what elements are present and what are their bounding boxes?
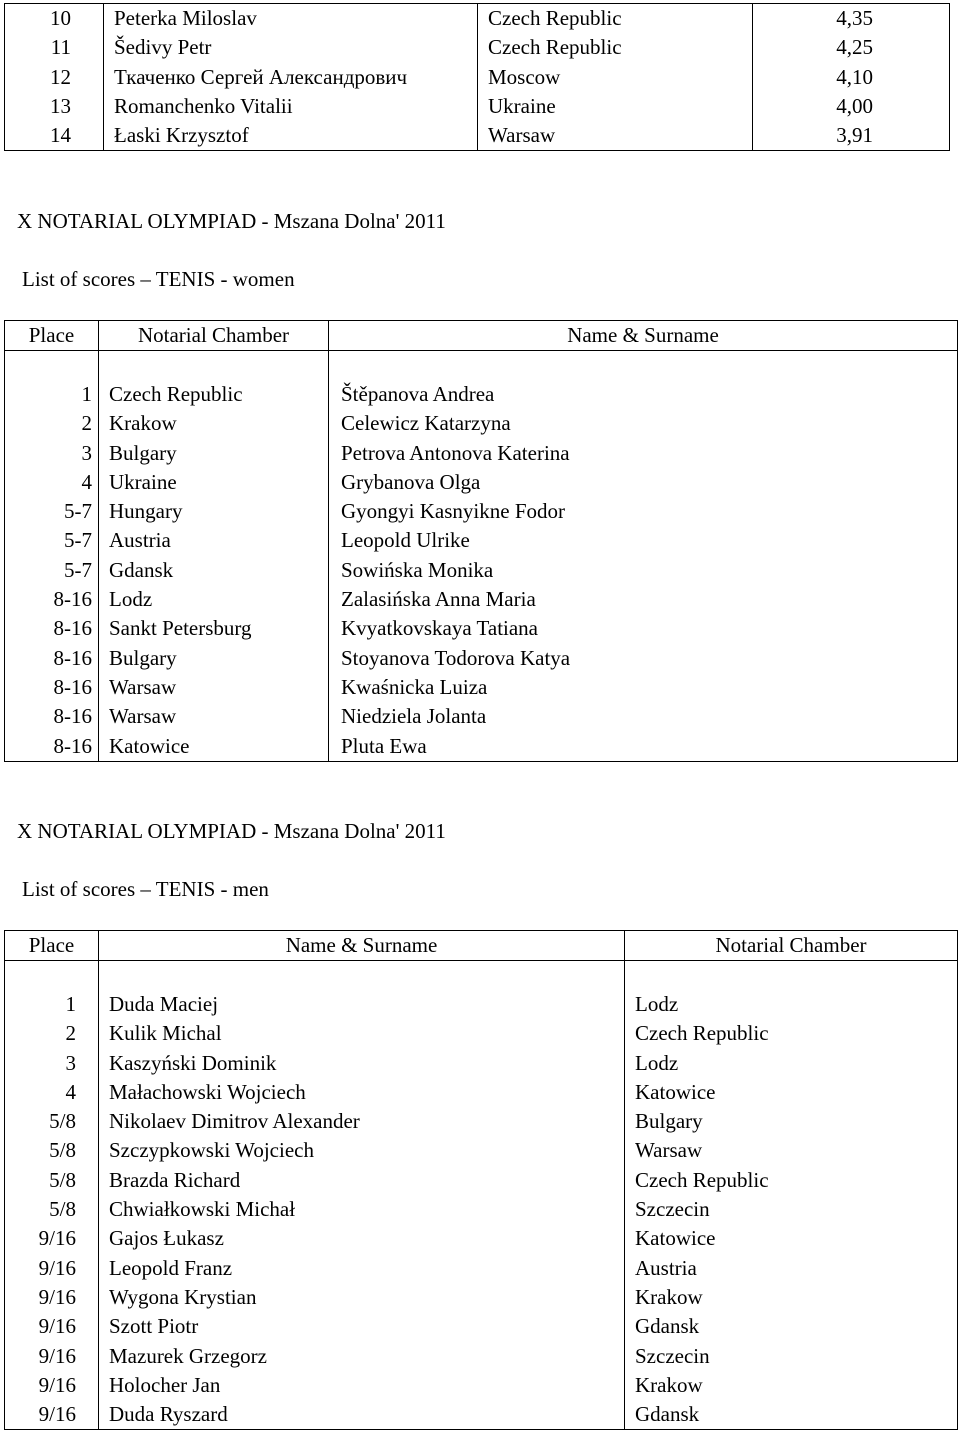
- name-cell: Gajos Łukasz: [99, 1224, 625, 1253]
- table-row: [5, 1195, 958, 1224]
- place-cell: 4: [5, 1078, 99, 1107]
- chamber-cell: Lodz: [99, 585, 329, 614]
- name-cell: Mazurek Grzegorz: [99, 1342, 625, 1371]
- chamber-cell: Sankt Petersburg: [99, 614, 329, 643]
- place-cell: 4: [5, 468, 99, 497]
- men-header-row: [5, 931, 958, 961]
- place-cell: 2: [5, 409, 99, 438]
- chamber-cell: Czech Republic: [478, 4, 753, 34]
- chamber-cell: Gdansk: [625, 1400, 958, 1430]
- chamber-cell: Katowice: [99, 732, 329, 762]
- name-cell: Ткаченко Сергей Александрович: [104, 63, 478, 92]
- women-header-row: [5, 321, 958, 351]
- men-header-chamber: Notarial Chamber: [625, 931, 958, 961]
- table-row: [5, 1283, 958, 1312]
- name-cell: Brazda Richard: [99, 1166, 625, 1195]
- chamber-cell: Warsaw: [99, 673, 329, 702]
- table-row: [5, 4, 950, 34]
- name-cell: Łaski Krzysztof: [104, 121, 478, 151]
- name-cell: Małachowski Wojciech: [99, 1078, 625, 1107]
- score-cell: 4,25: [753, 33, 950, 62]
- place-cell: 9/16: [5, 1254, 99, 1283]
- chamber-cell: Warsaw: [478, 121, 753, 151]
- table-row: [5, 990, 958, 1019]
- name-cell: Nikolaev Dimitrov Alexander: [99, 1107, 625, 1136]
- table-row: [5, 556, 958, 585]
- women-header-chamber: Notarial Chamber: [99, 321, 329, 351]
- place-cell: 1: [5, 380, 99, 409]
- chamber-cell: Moscow: [478, 63, 753, 92]
- chamber-cell: Krakow: [625, 1371, 958, 1400]
- place-cell: 3: [5, 439, 99, 468]
- table-row: [5, 409, 958, 438]
- chamber-cell: Lodz: [625, 990, 958, 1019]
- table-row: [5, 1400, 958, 1430]
- score-cell: 4,35: [753, 4, 950, 34]
- table-row: [5, 380, 958, 409]
- chamber-cell: Warsaw: [625, 1136, 958, 1165]
- men-section-subtitle: List of scores – TENIS - men: [22, 877, 269, 901]
- place-cell: 8-16: [5, 732, 99, 762]
- name-cell: Szczypkowski Wojciech: [99, 1136, 625, 1165]
- table-row: [5, 1224, 958, 1253]
- chamber-cell: Austria: [99, 526, 329, 555]
- place-cell: 8-16: [5, 644, 99, 673]
- name-cell: Duda Ryszard: [99, 1400, 625, 1430]
- table-row: [5, 732, 958, 762]
- name-cell: Kvyatkovskaya Tatiana: [329, 614, 958, 643]
- chamber-cell: Krakow: [625, 1283, 958, 1312]
- name-cell: Šedivy Petr: [104, 33, 478, 62]
- name-cell: Gyongyi Kasnyikne Fodor: [329, 497, 958, 526]
- table-row: [5, 63, 950, 92]
- place-cell: 9/16: [5, 1400, 99, 1430]
- chamber-cell: Ukraine: [478, 92, 753, 121]
- women-spacer-row: [5, 351, 958, 381]
- table-row: [5, 1371, 958, 1400]
- name-cell: Romanchenko Vitalii: [104, 92, 478, 121]
- name-cell: Petrova Antonova Katerina: [329, 439, 958, 468]
- chamber-cell: Gdansk: [625, 1312, 958, 1341]
- name-cell: Zalasińska Anna Maria: [329, 585, 958, 614]
- table-row: [5, 1136, 958, 1165]
- table-row: [5, 526, 958, 555]
- table-row: [5, 1019, 958, 1048]
- name-cell: Duda Maciej: [99, 990, 625, 1019]
- place-cell: 3: [5, 1049, 99, 1078]
- place-cell: 8-16: [5, 614, 99, 643]
- women-results-table: [4, 320, 958, 762]
- place-cell: 8-16: [5, 673, 99, 702]
- name-cell: Wygona Krystian: [99, 1283, 625, 1312]
- men-results-table: [4, 930, 958, 1430]
- place-cell: 12: [5, 63, 104, 92]
- table-row: [5, 1342, 958, 1371]
- top-results-table: [4, 3, 950, 151]
- table-row: [5, 33, 950, 62]
- chamber-cell: Bulgary: [625, 1107, 958, 1136]
- name-cell: Grybanova Olga: [329, 468, 958, 497]
- place-cell: 9/16: [5, 1342, 99, 1371]
- name-cell: Kwaśnicka Luiza: [329, 673, 958, 702]
- place-cell: 9/16: [5, 1224, 99, 1253]
- table-row: [5, 1312, 958, 1341]
- men-spacer-row: [5, 961, 958, 991]
- name-cell: Stoyanova Todorova Katya: [329, 644, 958, 673]
- chamber-cell: Bulgary: [99, 644, 329, 673]
- table-row: [5, 585, 958, 614]
- chamber-cell: Gdansk: [99, 556, 329, 585]
- chamber-cell: Hungary: [99, 497, 329, 526]
- table-row: [5, 497, 958, 526]
- place-cell: 5/8: [5, 1107, 99, 1136]
- table-row: [5, 1107, 958, 1136]
- table-row: [5, 1049, 958, 1078]
- table-row: [5, 92, 950, 121]
- place-cell: 9/16: [5, 1283, 99, 1312]
- men-section-title: X NOTARIAL OLYMPIAD - Mszana Dolna' 2011: [17, 819, 446, 843]
- table-row: [5, 439, 958, 468]
- chamber-cell: Czech Republic: [99, 380, 329, 409]
- chamber-cell: Krakow: [99, 409, 329, 438]
- table-row: [5, 1166, 958, 1195]
- name-cell: Sowińska Monika: [329, 556, 958, 585]
- name-cell: Pluta Ewa: [329, 732, 958, 762]
- name-cell: Celewicz Katarzyna: [329, 409, 958, 438]
- name-cell: Leopold Franz: [99, 1254, 625, 1283]
- place-cell: 5/8: [5, 1195, 99, 1224]
- chamber-cell: Austria: [625, 1254, 958, 1283]
- table-row: [5, 673, 958, 702]
- table-row: [5, 614, 958, 643]
- name-cell: Kaszyński Dominik: [99, 1049, 625, 1078]
- score-cell: 3,91: [753, 121, 950, 151]
- score-cell: 4,10: [753, 63, 950, 92]
- name-cell: Holocher Jan: [99, 1371, 625, 1400]
- chamber-cell: Bulgary: [99, 439, 329, 468]
- chamber-cell: Czech Republic: [478, 33, 753, 62]
- place-cell: 14: [5, 121, 104, 151]
- men-header-name: Name & Surname: [99, 931, 625, 961]
- table-row: [5, 1078, 958, 1107]
- place-cell: 13: [5, 92, 104, 121]
- chamber-cell: Czech Republic: [625, 1166, 958, 1195]
- women-section-subtitle: List of scores – TENIS - women: [22, 267, 295, 291]
- name-cell: Szott Piotr: [99, 1312, 625, 1341]
- table-row: [5, 468, 958, 497]
- place-cell: 5/8: [5, 1166, 99, 1195]
- chamber-cell: Czech Republic: [625, 1019, 958, 1048]
- place-cell: 8-16: [5, 585, 99, 614]
- score-cell: 4,00: [753, 92, 950, 121]
- name-cell: Štěpanova Andrea: [329, 380, 958, 409]
- place-cell: 1: [5, 990, 99, 1019]
- table-row: [5, 644, 958, 673]
- place-cell: 10: [5, 4, 104, 34]
- table-row: [5, 121, 950, 151]
- place-cell: 9/16: [5, 1312, 99, 1341]
- place-cell: 2: [5, 1019, 99, 1048]
- chamber-cell: Szczecin: [625, 1195, 958, 1224]
- chamber-cell: Warsaw: [99, 702, 329, 731]
- place-cell: 9/16: [5, 1371, 99, 1400]
- table-row: [5, 1254, 958, 1283]
- women-header-name: Name & Surname: [329, 321, 958, 351]
- chamber-cell: Lodz: [625, 1049, 958, 1078]
- chamber-cell: Ukraine: [99, 468, 329, 497]
- table-row: [5, 702, 958, 731]
- women-section-title: X NOTARIAL OLYMPIAD - Mszana Dolna' 2011: [17, 209, 446, 233]
- name-cell: Peterka Miloslav: [104, 4, 478, 34]
- chamber-cell: Katowice: [625, 1078, 958, 1107]
- place-cell: 5-7: [5, 526, 99, 555]
- chamber-cell: Katowice: [625, 1224, 958, 1253]
- name-cell: Leopold Ulrike: [329, 526, 958, 555]
- men-header-place: Place: [5, 931, 99, 961]
- place-cell: 8-16: [5, 702, 99, 731]
- women-header-place: Place: [5, 321, 99, 351]
- chamber-cell: Szczecin: [625, 1342, 958, 1371]
- place-cell: 5/8: [5, 1136, 99, 1165]
- place-cell: 5-7: [5, 556, 99, 585]
- place-cell: 11: [5, 33, 104, 62]
- name-cell: Kulik Michal: [99, 1019, 625, 1048]
- name-cell: Chwiałkowski Michał: [99, 1195, 625, 1224]
- place-cell: 5-7: [5, 497, 99, 526]
- name-cell: Niedziela Jolanta: [329, 702, 958, 731]
